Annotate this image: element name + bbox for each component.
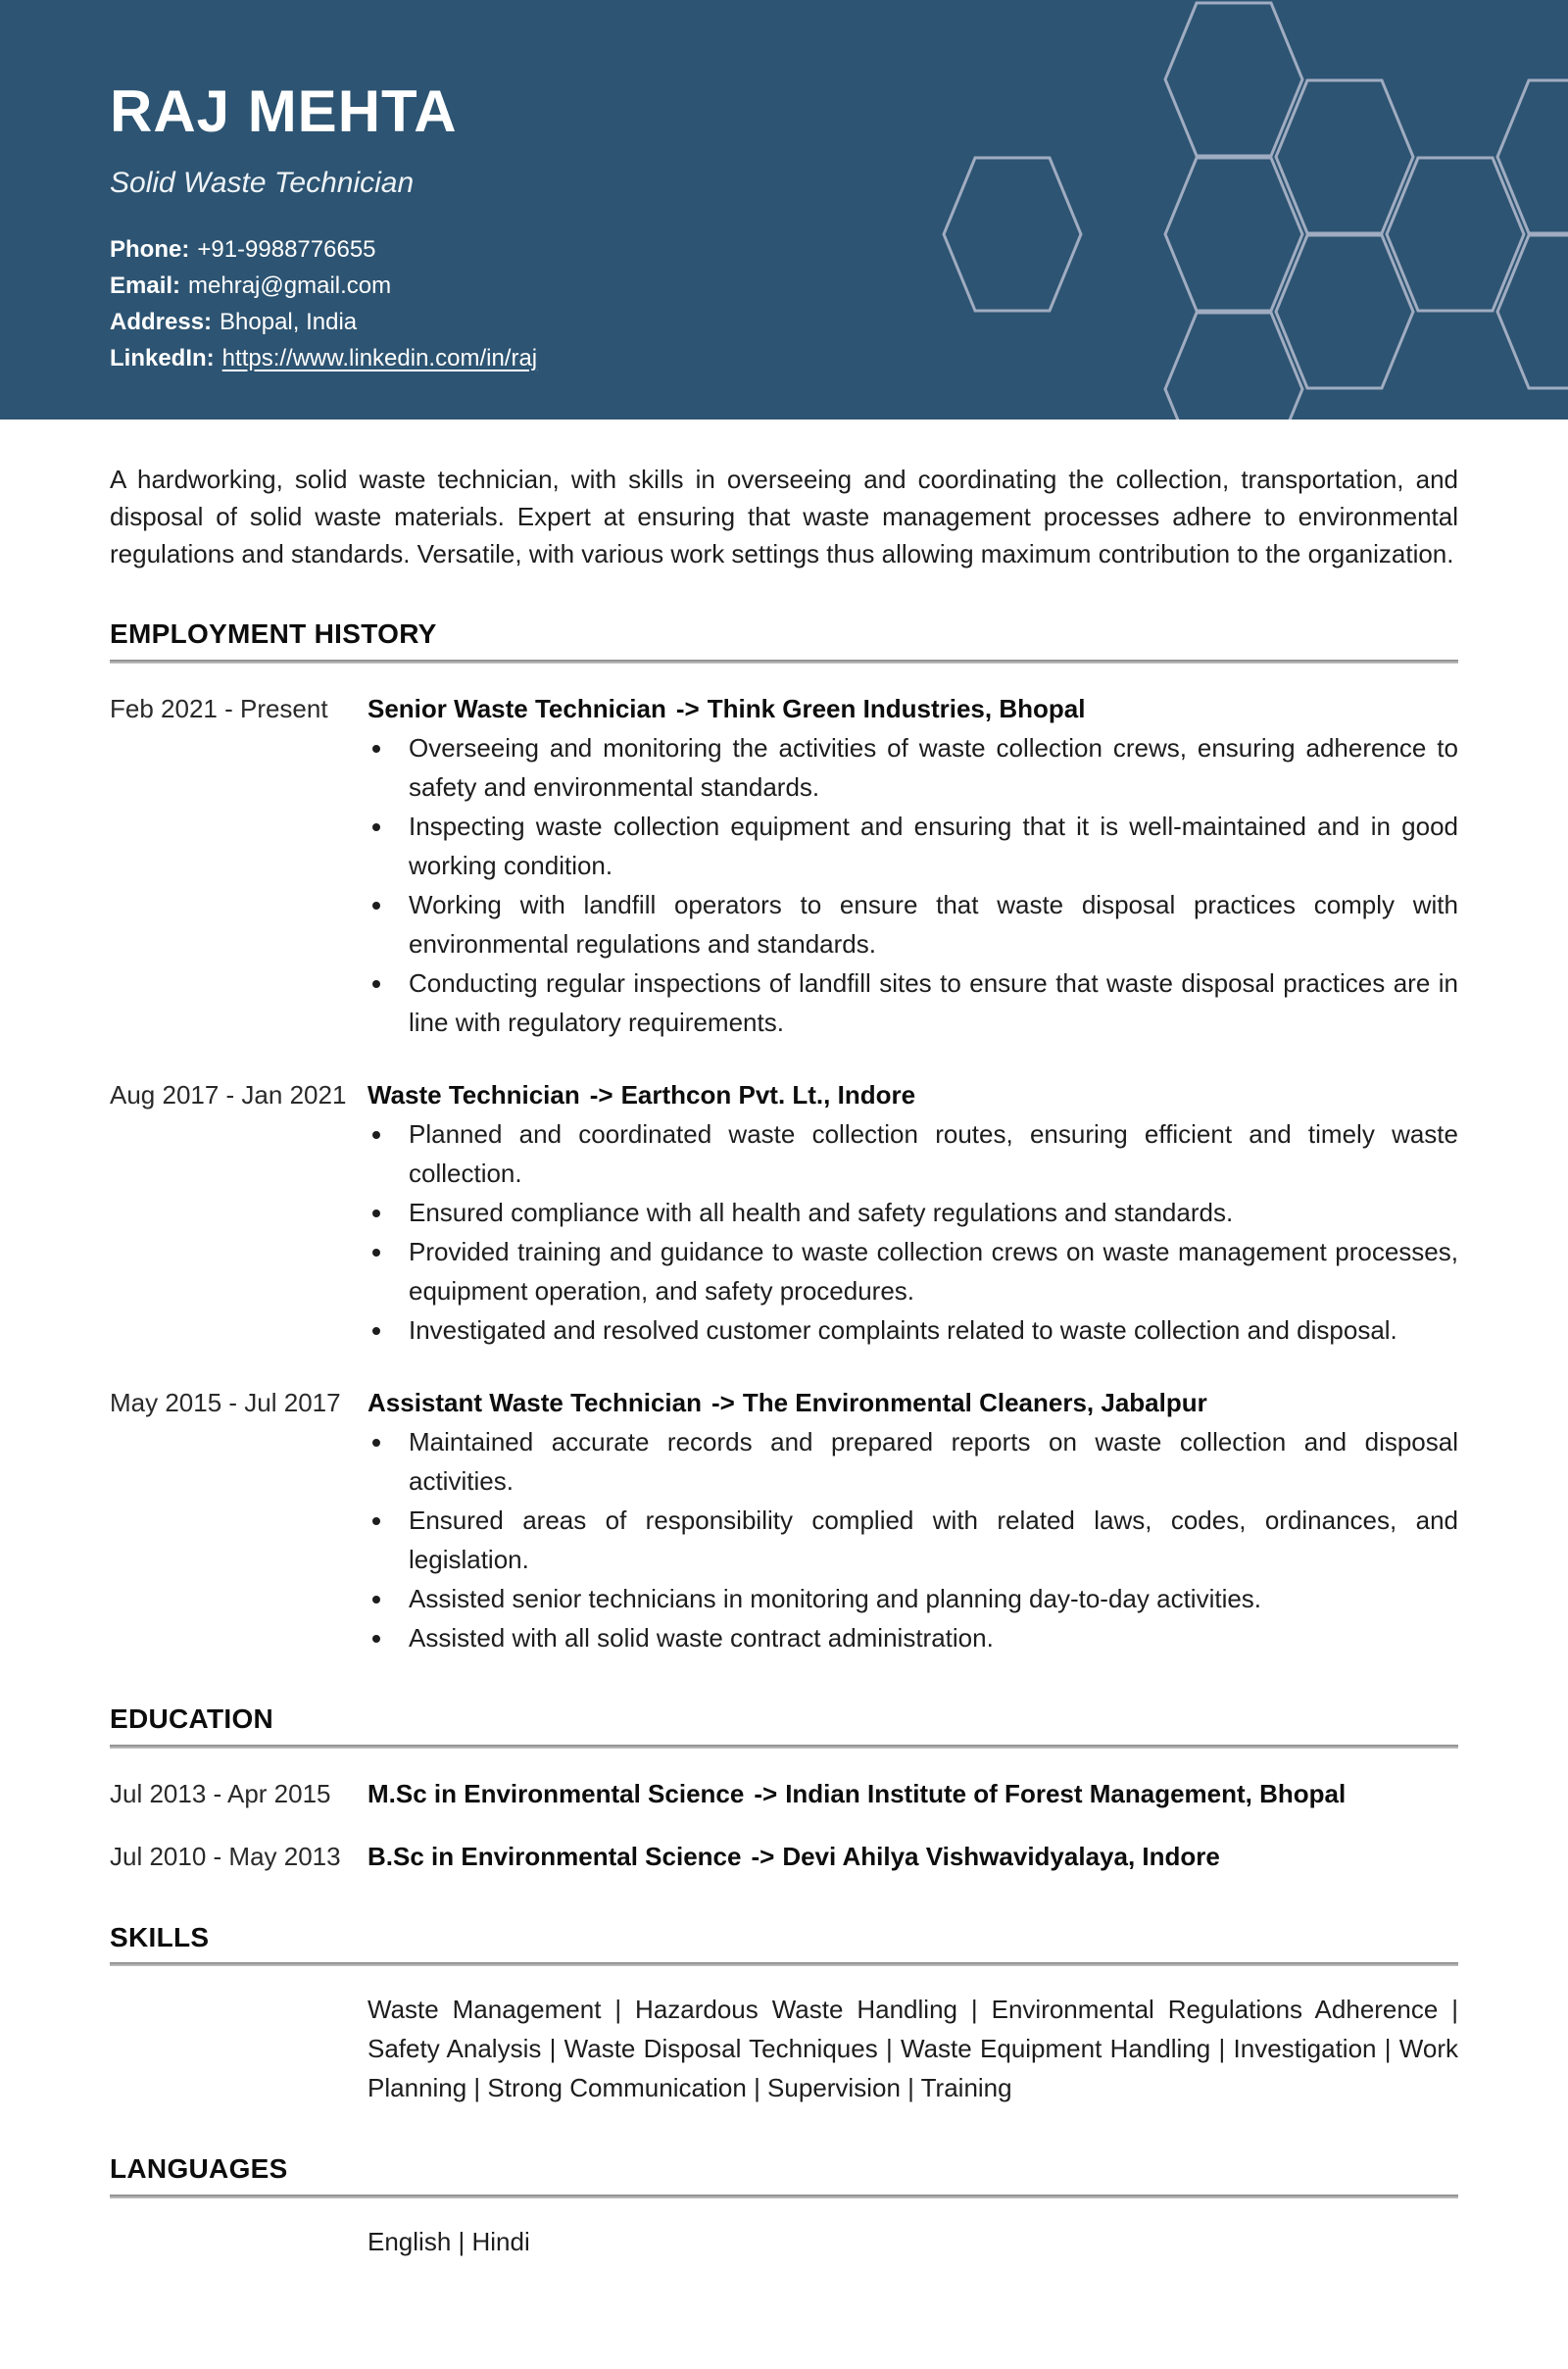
- education-heading: EDUCATION: [110, 1703, 274, 1734]
- arrow-separator: ->: [589, 1079, 613, 1110]
- arrow-separator: ->: [751, 1841, 775, 1871]
- contact-row-phone: [110, 231, 1568, 268]
- arrow-separator: ->: [710, 1387, 735, 1417]
- bullet-item: • Ensured areas of responsibility complied with related laws, codes, ordinances, and legislation.: [395, 1501, 1458, 1579]
- bullet-item: • Conducting regular inspections of landfill sites to ensure that waste disposal practices are in line with regulatory requirements.: [395, 963, 1458, 1042]
- bullet-item: • Provided training and guidance to waste collection crews on waste management processes, equipment operation, and safety procedures.: [395, 1232, 1458, 1310]
- email-label: Email:: [110, 272, 181, 299]
- address-value: Bhopal, India: [220, 309, 358, 335]
- bullet-item: • Assisted with all solid waste contract administration.: [395, 1618, 1458, 1657]
- bullet-item: • Overseeing and monitoring the activities of waste collection crews, ensuring adherence to safety and environmental standards.: [395, 728, 1458, 807]
- section-skills: [110, 1923, 1458, 2108]
- job-company: Earthcon Pvt. Lt., Indore: [620, 1079, 916, 1110]
- linkedin-link[interactable]: https://www.linkedin.com/in/raj: [221, 345, 538, 371]
- section-divider: [110, 1962, 1458, 1966]
- section-employment-history: [110, 619, 1458, 1657]
- job-bullet-list: [368, 728, 1458, 1042]
- bullet-item: • Investigated and resolved customer complaints related to waste collection and disposal.: [395, 1310, 1458, 1350]
- contact-row-linkedin: [110, 340, 1568, 376]
- section-education: [110, 1704, 1458, 1876]
- address-label: Address:: [110, 309, 213, 335]
- job-bullet-list: [368, 1422, 1458, 1657]
- job-company: The Environmental Cleaners, Jabalpur: [742, 1387, 1207, 1417]
- job-dates: Feb 2021 - Present: [110, 693, 328, 723]
- education-entry: [110, 1837, 1458, 1876]
- candidate-name: RAJ MEHTA: [110, 78, 458, 144]
- languages-left-gutter: [110, 2222, 368, 2261]
- job-title-line: [368, 1383, 1458, 1422]
- job-bullet-list: [368, 1114, 1458, 1350]
- job-body: [368, 1383, 1458, 1657]
- education-degree: M.Sc in Environmental Science: [368, 1778, 745, 1808]
- job-entry: [110, 689, 1458, 1042]
- candidate-job-title: Solid Waste Technician: [110, 167, 415, 199]
- employment-history-heading: EMPLOYMENT HISTORY: [110, 618, 437, 649]
- linkedin-label: LinkedIn:: [110, 345, 215, 371]
- education-dates: Jul 2010 - May 2013: [110, 1841, 341, 1871]
- section-divider: [110, 2195, 1458, 2198]
- arrow-separator: ->: [754, 1778, 778, 1808]
- resume-header: [0, 0, 1568, 420]
- section-divider: [110, 1745, 1458, 1749]
- education-title-line: [368, 1774, 1458, 1813]
- education-school: Indian Institute of Forest Management, Bhopal: [785, 1778, 1347, 1808]
- languages-heading: LANGUAGES: [110, 2153, 288, 2185]
- bullet-item: • Inspecting waste collection equipment and ensuring that it is well-maintained and in good working condition.: [395, 807, 1458, 885]
- skills-left-gutter: [110, 1990, 368, 2107]
- section-languages: [110, 2154, 1458, 2261]
- employment-entries: [110, 689, 1458, 1657]
- header-content: [0, 0, 1568, 376]
- job-entry: [110, 1383, 1458, 1657]
- job-position: Assistant Waste Technician: [368, 1387, 702, 1417]
- job-position: Senior Waste Technician: [368, 693, 666, 723]
- job-body: [368, 689, 1458, 1042]
- arrow-separator: ->: [675, 693, 700, 723]
- skills-heading: SKILLS: [110, 1921, 210, 1952]
- job-title-line: [368, 1075, 1458, 1114]
- education-entry: [110, 1774, 1458, 1813]
- contact-row-address: [110, 304, 1568, 340]
- contact-block: [110, 231, 1568, 376]
- job-dates: May 2015 - Jul 2017: [110, 1387, 341, 1417]
- skills-list: Waste Management | Hazardous Waste Handling | Environmental Regulations Adherence | Safety Analysis | Waste Disposal Techniques | Waste Equipment Handling | Investigation | Work Planning | Strong Communication | Supervision | Training: [368, 1995, 1458, 2103]
- job-entry: [110, 1075, 1458, 1350]
- bullet-item: • Maintained accurate records and prepared reports on waste collection and disposal activities.: [395, 1422, 1458, 1501]
- job-title-line: [368, 689, 1458, 728]
- education-degree: B.Sc in Environmental Science: [368, 1841, 742, 1871]
- professional-summary: A hardworking, solid waste technician, with skills in overseeing and coordinating the collection, transportation, and disposal of solid waste materials. Expert at ensuring that waste management processes adhere to environmental regulations and standards. Versatile, with various work settings thus allowing maximum contribution to the organization.: [110, 465, 1458, 568]
- email-value: mehraj@gmail.com: [188, 272, 392, 299]
- bullet-item: • Ensured compliance with all health and safety regulations and standards.: [395, 1193, 1458, 1232]
- languages-list: English | Hindi: [368, 2227, 530, 2257]
- contact-row-email: [110, 268, 1568, 304]
- job-dates: Aug 2017 - Jan 2021: [110, 1079, 347, 1110]
- bullet-item: • Assisted senior technicians in monitoring and planning day-to-day activities.: [395, 1579, 1458, 1618]
- languages-block: [110, 2222, 1458, 2261]
- bullet-item: • Working with landfill operators to ensure that waste disposal practices comply with environmental regulations and standards.: [395, 885, 1458, 963]
- section-divider: [110, 660, 1458, 664]
- education-dates: Jul 2013 - Apr 2015: [110, 1778, 331, 1808]
- phone-label: Phone:: [110, 236, 190, 263]
- education-title-line: [368, 1837, 1458, 1876]
- job-company: Think Green Industries, Bhopal: [707, 693, 1086, 723]
- phone-value: +91-9988776655: [197, 236, 376, 263]
- bullet-item: • Planned and coordinated waste collection routes, ensuring efficient and timely waste collection.: [395, 1114, 1458, 1193]
- job-position: Waste Technician: [368, 1079, 580, 1110]
- resume-body: [0, 461, 1568, 2369]
- skills-block: [110, 1990, 1458, 2107]
- education-school: Devi Ahilya Vishwavidyalaya, Indore: [782, 1841, 1220, 1871]
- job-body: [368, 1075, 1458, 1350]
- education-entries: [110, 1774, 1458, 1876]
